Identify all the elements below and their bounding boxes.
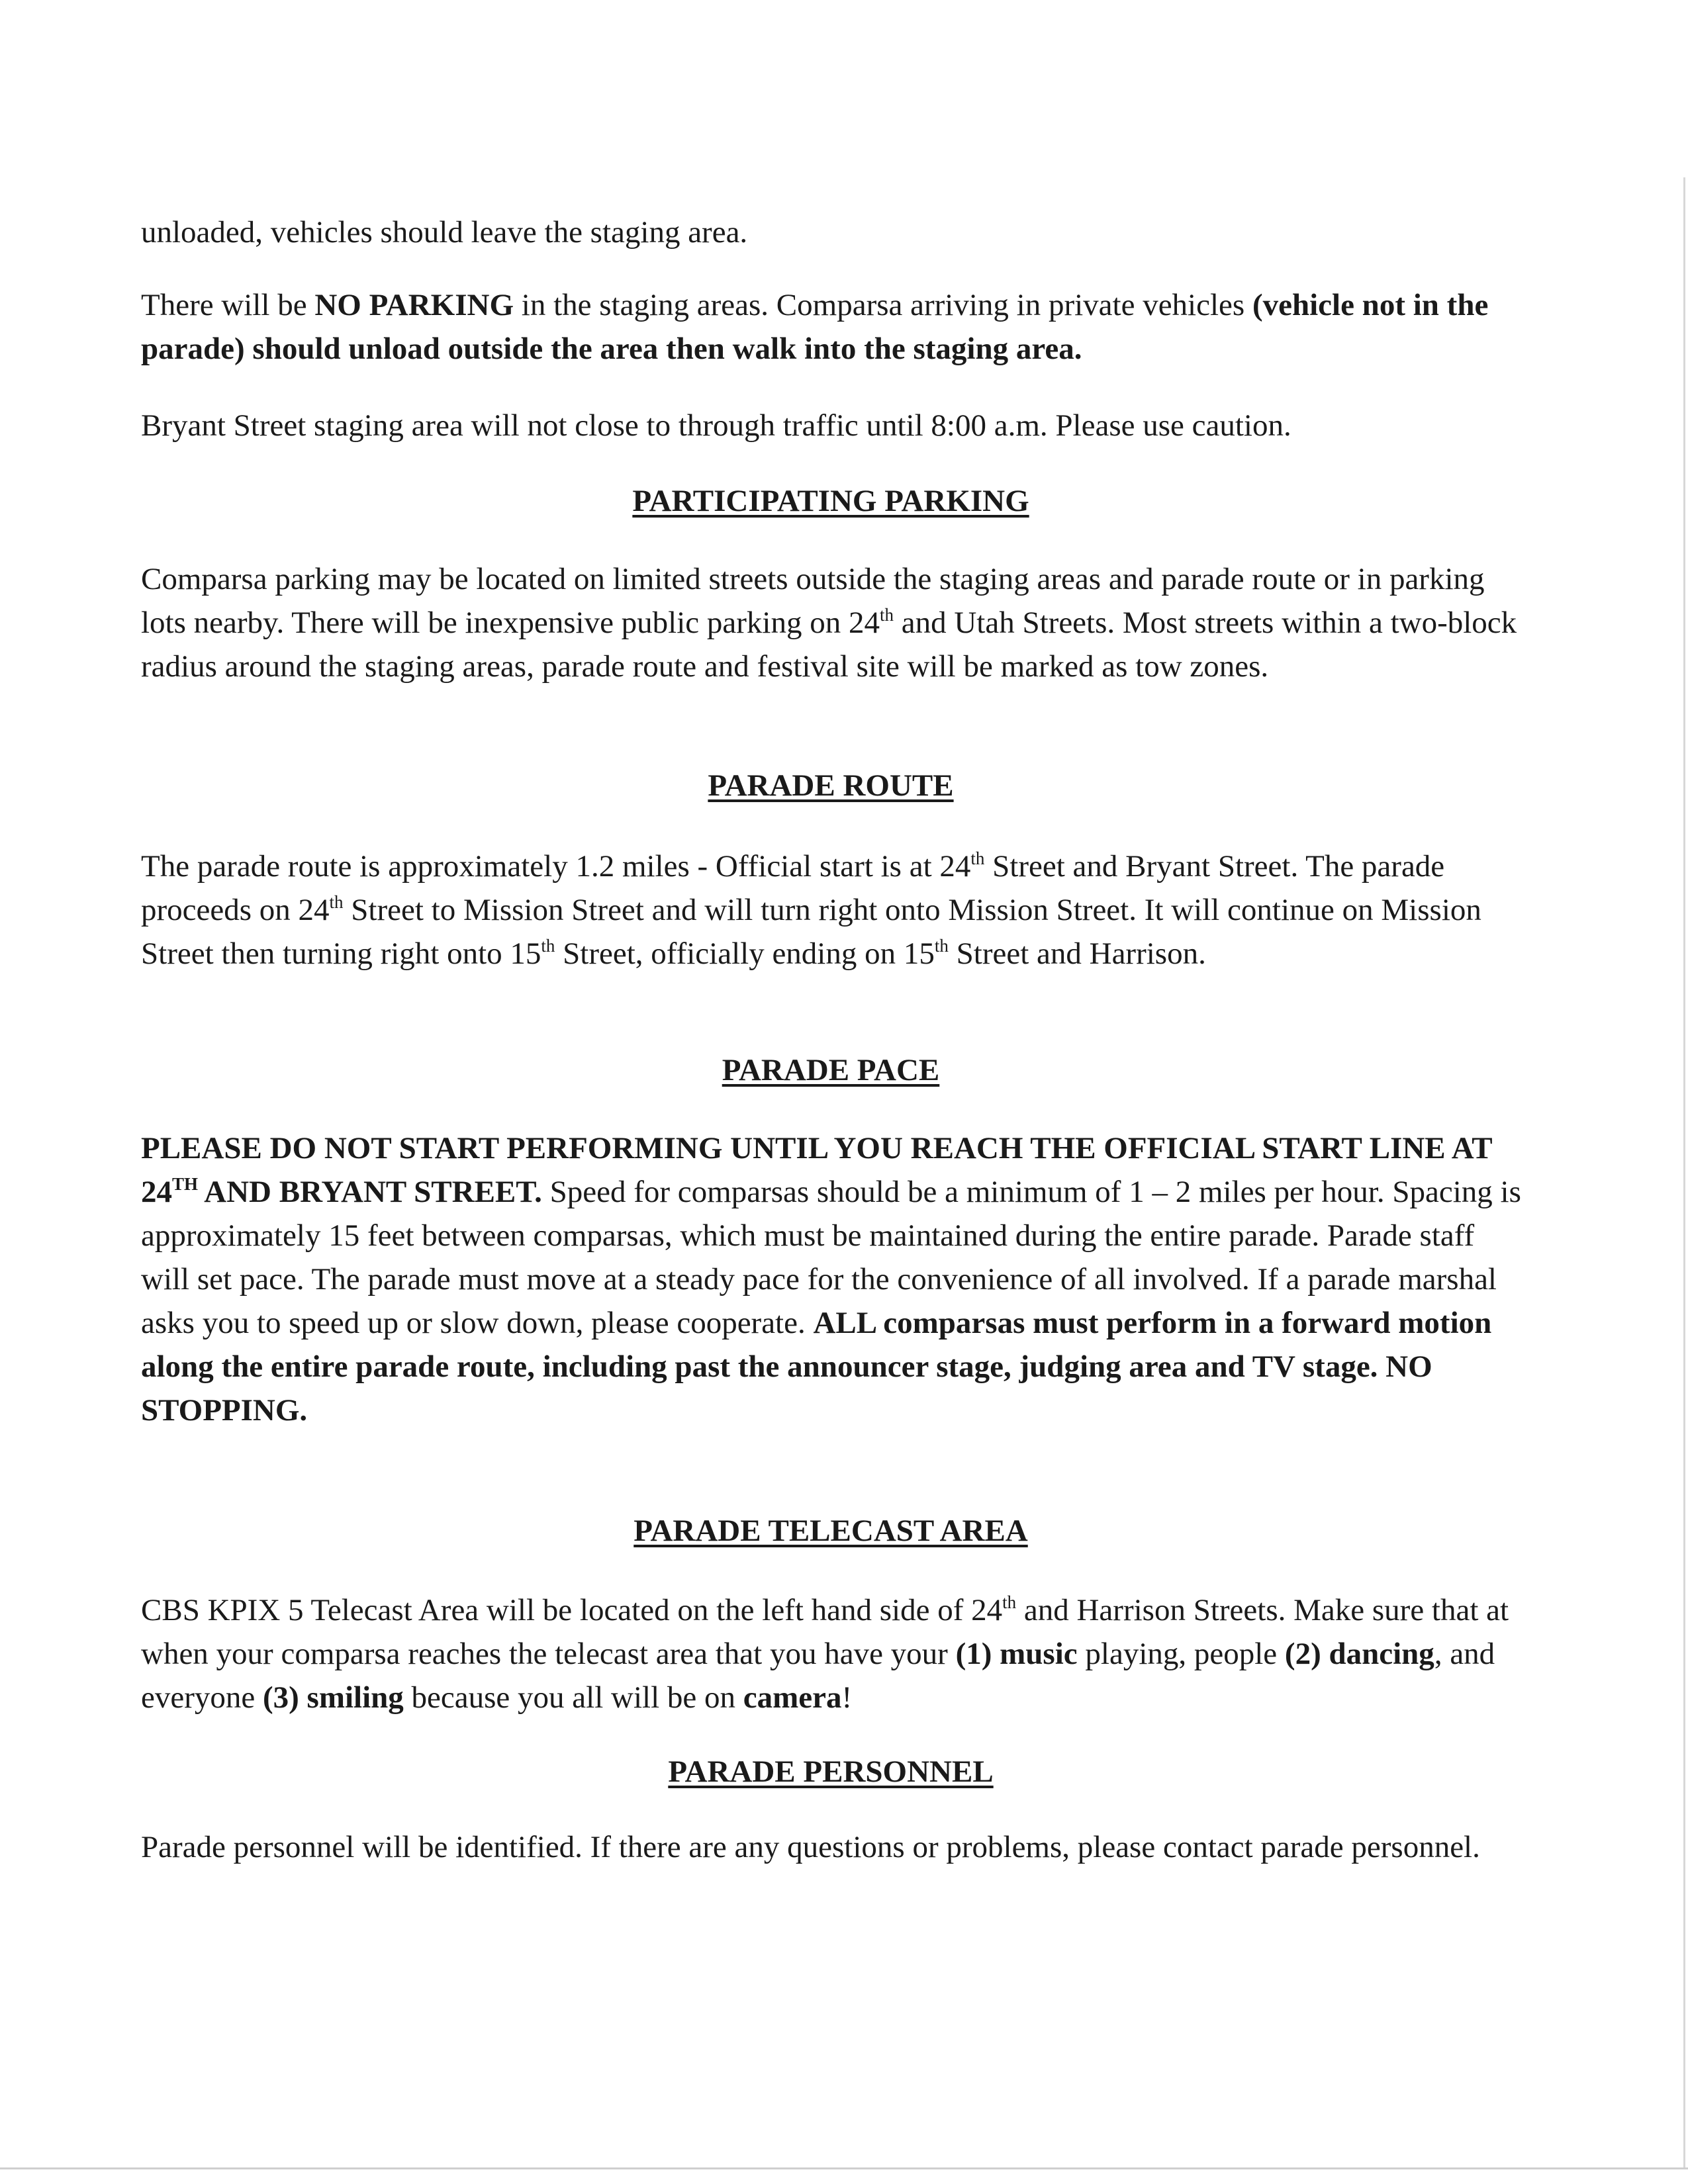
text-run: CBS KPIX 5 Telecast Area will be located on the left hand side of 24 bbox=[141, 1593, 1003, 1627]
no-parking-emphasis: NO PARKING bbox=[314, 288, 514, 322]
text-run: , and everyone bbox=[141, 1637, 1495, 1715]
participating-parking-heading: PARTICIPATING PARKING bbox=[632, 484, 1029, 518]
text-run: Street and Bryant Street. The parade proceeds on 24 bbox=[141, 849, 1445, 927]
telecast-paragraph bbox=[141, 1588, 1524, 1719]
text-run: in the staging areas. Comparsa arriving in private vehicles bbox=[514, 288, 1252, 322]
unload-instruction-emphasis: (vehicle not in the parade) should unload outside the area then walk into the staging area. bbox=[141, 288, 1489, 366]
forward-motion-emphasis: ALL comparsas must perform in a forward motion along the entire parade route, including past the announcer stage, judging area and TV stage. NO STOPPING. bbox=[141, 1306, 1492, 1428]
participating-parking-paragraph bbox=[141, 557, 1524, 688]
bryant-street-paragraph bbox=[141, 404, 1524, 447]
scan-edge-right bbox=[1683, 177, 1685, 2169]
text-run: ! bbox=[841, 1680, 853, 1715]
text-run: and Utah Streets. Most streets within a two-block radius around the staging areas, parade route and festival site will be marked as tow zones. bbox=[141, 606, 1517, 684]
ordinal-superscript: th bbox=[934, 936, 949, 956]
text-run: Comparsa parking may be located on limited streets outside the staging areas and parade route or in parking lots nearby. There will be inexpensive public parking on 24 bbox=[141, 562, 1485, 640]
ordinal-superscript: th bbox=[1002, 1592, 1017, 1612]
text-run: Speed for comparsas should be a minimum of 1 – 2 miles per hour. Spacing is approximately 15 feet between comparsas, which must be maintained during the entire parade. Parade staff will set pace. The parade must move at a steady pace for the convenience of all involved. If a parade marshal asks you to speed up or slow down, please cooperate. bbox=[141, 1175, 1521, 1340]
text-run: Street to Mission Street and will turn right onto Mission Street. It will continue on Mission Street then turning right onto 15 bbox=[141, 893, 1481, 971]
ordinal-superscript: TH bbox=[172, 1174, 199, 1194]
text-run: Parade personnel will be identified. If there are any questions or problems, please contact parade personnel. bbox=[141, 1830, 1480, 1864]
parade-telecast-area-heading: PARADE TELECAST AREA bbox=[633, 1514, 1028, 1548]
text-run: and Harrison Streets. Make sure that at when your comparsa reaches the telecast area that you have your bbox=[141, 1593, 1509, 1671]
start-line-warning: PLEASE DO NOT START PERFORMING UNTIL YOU REACH THE OFFICIAL START LINE AT 24 bbox=[141, 1131, 1492, 1209]
intro-text: unloaded, vehicles should leave the staging area. bbox=[141, 215, 748, 250]
ordinal-superscript: th bbox=[879, 605, 894, 625]
camera-emphasis: camera bbox=[743, 1680, 842, 1715]
parade-route-heading: PARADE ROUTE bbox=[708, 768, 954, 803]
no-parking-paragraph bbox=[141, 283, 1524, 371]
smiling-emphasis: (3) smiling bbox=[262, 1680, 404, 1715]
ordinal-superscript: th bbox=[541, 936, 555, 956]
text-run: Street, officially ending on 15 bbox=[555, 936, 935, 971]
parade-personnel-heading: PARADE PERSONNEL bbox=[668, 1754, 994, 1789]
parade-route-paragraph bbox=[141, 844, 1524, 976]
ordinal-superscript: th bbox=[970, 848, 985, 868]
intro-paragraph-1 bbox=[141, 210, 1524, 254]
text-run: Bryant Street staging area will not close to through traffic until 8:00 a.m. Please use caution. bbox=[141, 408, 1291, 443]
text-run: There will be bbox=[141, 288, 315, 322]
music-emphasis: (1) music bbox=[955, 1637, 1078, 1671]
text-run: playing, people bbox=[1077, 1637, 1285, 1671]
text-run: Street and Harrison. bbox=[948, 936, 1206, 971]
text-run: The parade route is approximately 1.2 miles - Official start is at 24 bbox=[141, 849, 971, 884]
parade-pace-heading: PARADE PACE bbox=[722, 1053, 940, 1087]
parade-pace-paragraph bbox=[141, 1126, 1524, 1432]
text-run: because you all will be on bbox=[403, 1680, 743, 1715]
personnel-paragraph bbox=[141, 1825, 1524, 1869]
ordinal-superscript: th bbox=[329, 892, 344, 912]
dancing-emphasis: (2) dancing bbox=[1284, 1637, 1434, 1671]
start-line-warning-end: AND BRYANT STREET. bbox=[198, 1175, 542, 1209]
scan-edge-bottom bbox=[0, 2167, 1688, 2169]
